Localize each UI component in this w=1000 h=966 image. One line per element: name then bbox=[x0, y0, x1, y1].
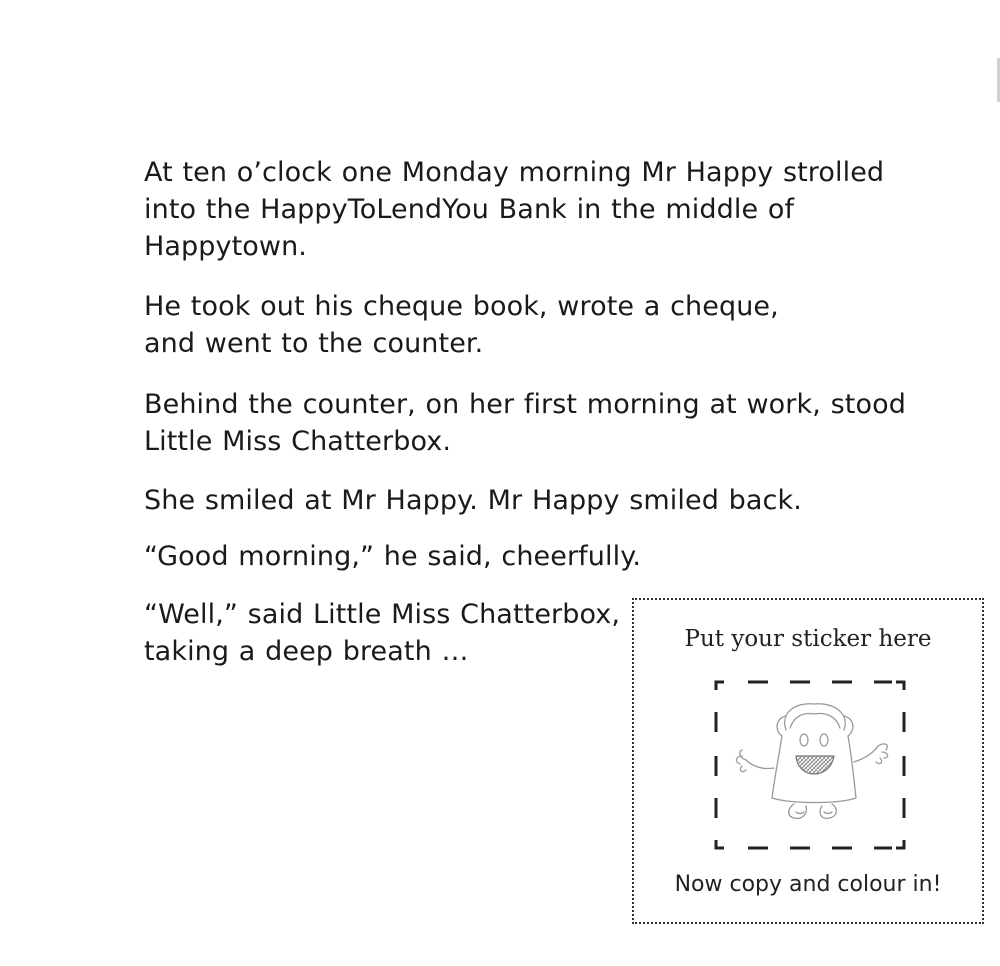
paragraph-1-line-1: At ten o’clock one Monday morning Mr Happy strolled bbox=[144, 157, 885, 188]
paragraph-6-line-2: taking a deep breath … bbox=[144, 636, 469, 667]
little-miss-chatterbox-outline bbox=[734, 700, 894, 832]
paragraph-2-line-1: He took out his cheque book, wrote a cheque, bbox=[144, 291, 779, 322]
paragraph-4-line-1: She smiled at Mr Happy. Mr Happy smiled back. bbox=[144, 485, 802, 516]
paragraph-5 bbox=[144, 538, 641, 575]
paragraph-3-line-1: Behind the counter, on her first morning at work, stood bbox=[144, 389, 906, 420]
sticker-panel-title: Put your sticker here bbox=[684, 626, 932, 652]
paragraph-3 bbox=[144, 386, 906, 460]
paragraph-6-line-1: “Well,” said Little Miss Chatterbox, bbox=[144, 599, 621, 630]
paragraph-2-line-2: and went to the counter. bbox=[144, 328, 484, 359]
paragraph-1-line-2: into the HappyToLendYou Bank in the middle of bbox=[144, 194, 795, 225]
sticker-panel-caption: Now copy and colour in! bbox=[674, 872, 942, 897]
sticker-panel bbox=[632, 598, 984, 924]
paragraph-5-line-1: “Good morning,” he said, cheerfully. bbox=[144, 541, 642, 572]
paragraph-2 bbox=[144, 288, 779, 362]
paragraph-6 bbox=[144, 596, 620, 670]
paragraph-1-line-3: Happytown. bbox=[144, 231, 307, 262]
paragraph-1 bbox=[144, 154, 884, 265]
paragraph-4 bbox=[144, 482, 802, 519]
paragraph-3-line-2: Little Miss Chatterbox. bbox=[144, 426, 452, 457]
